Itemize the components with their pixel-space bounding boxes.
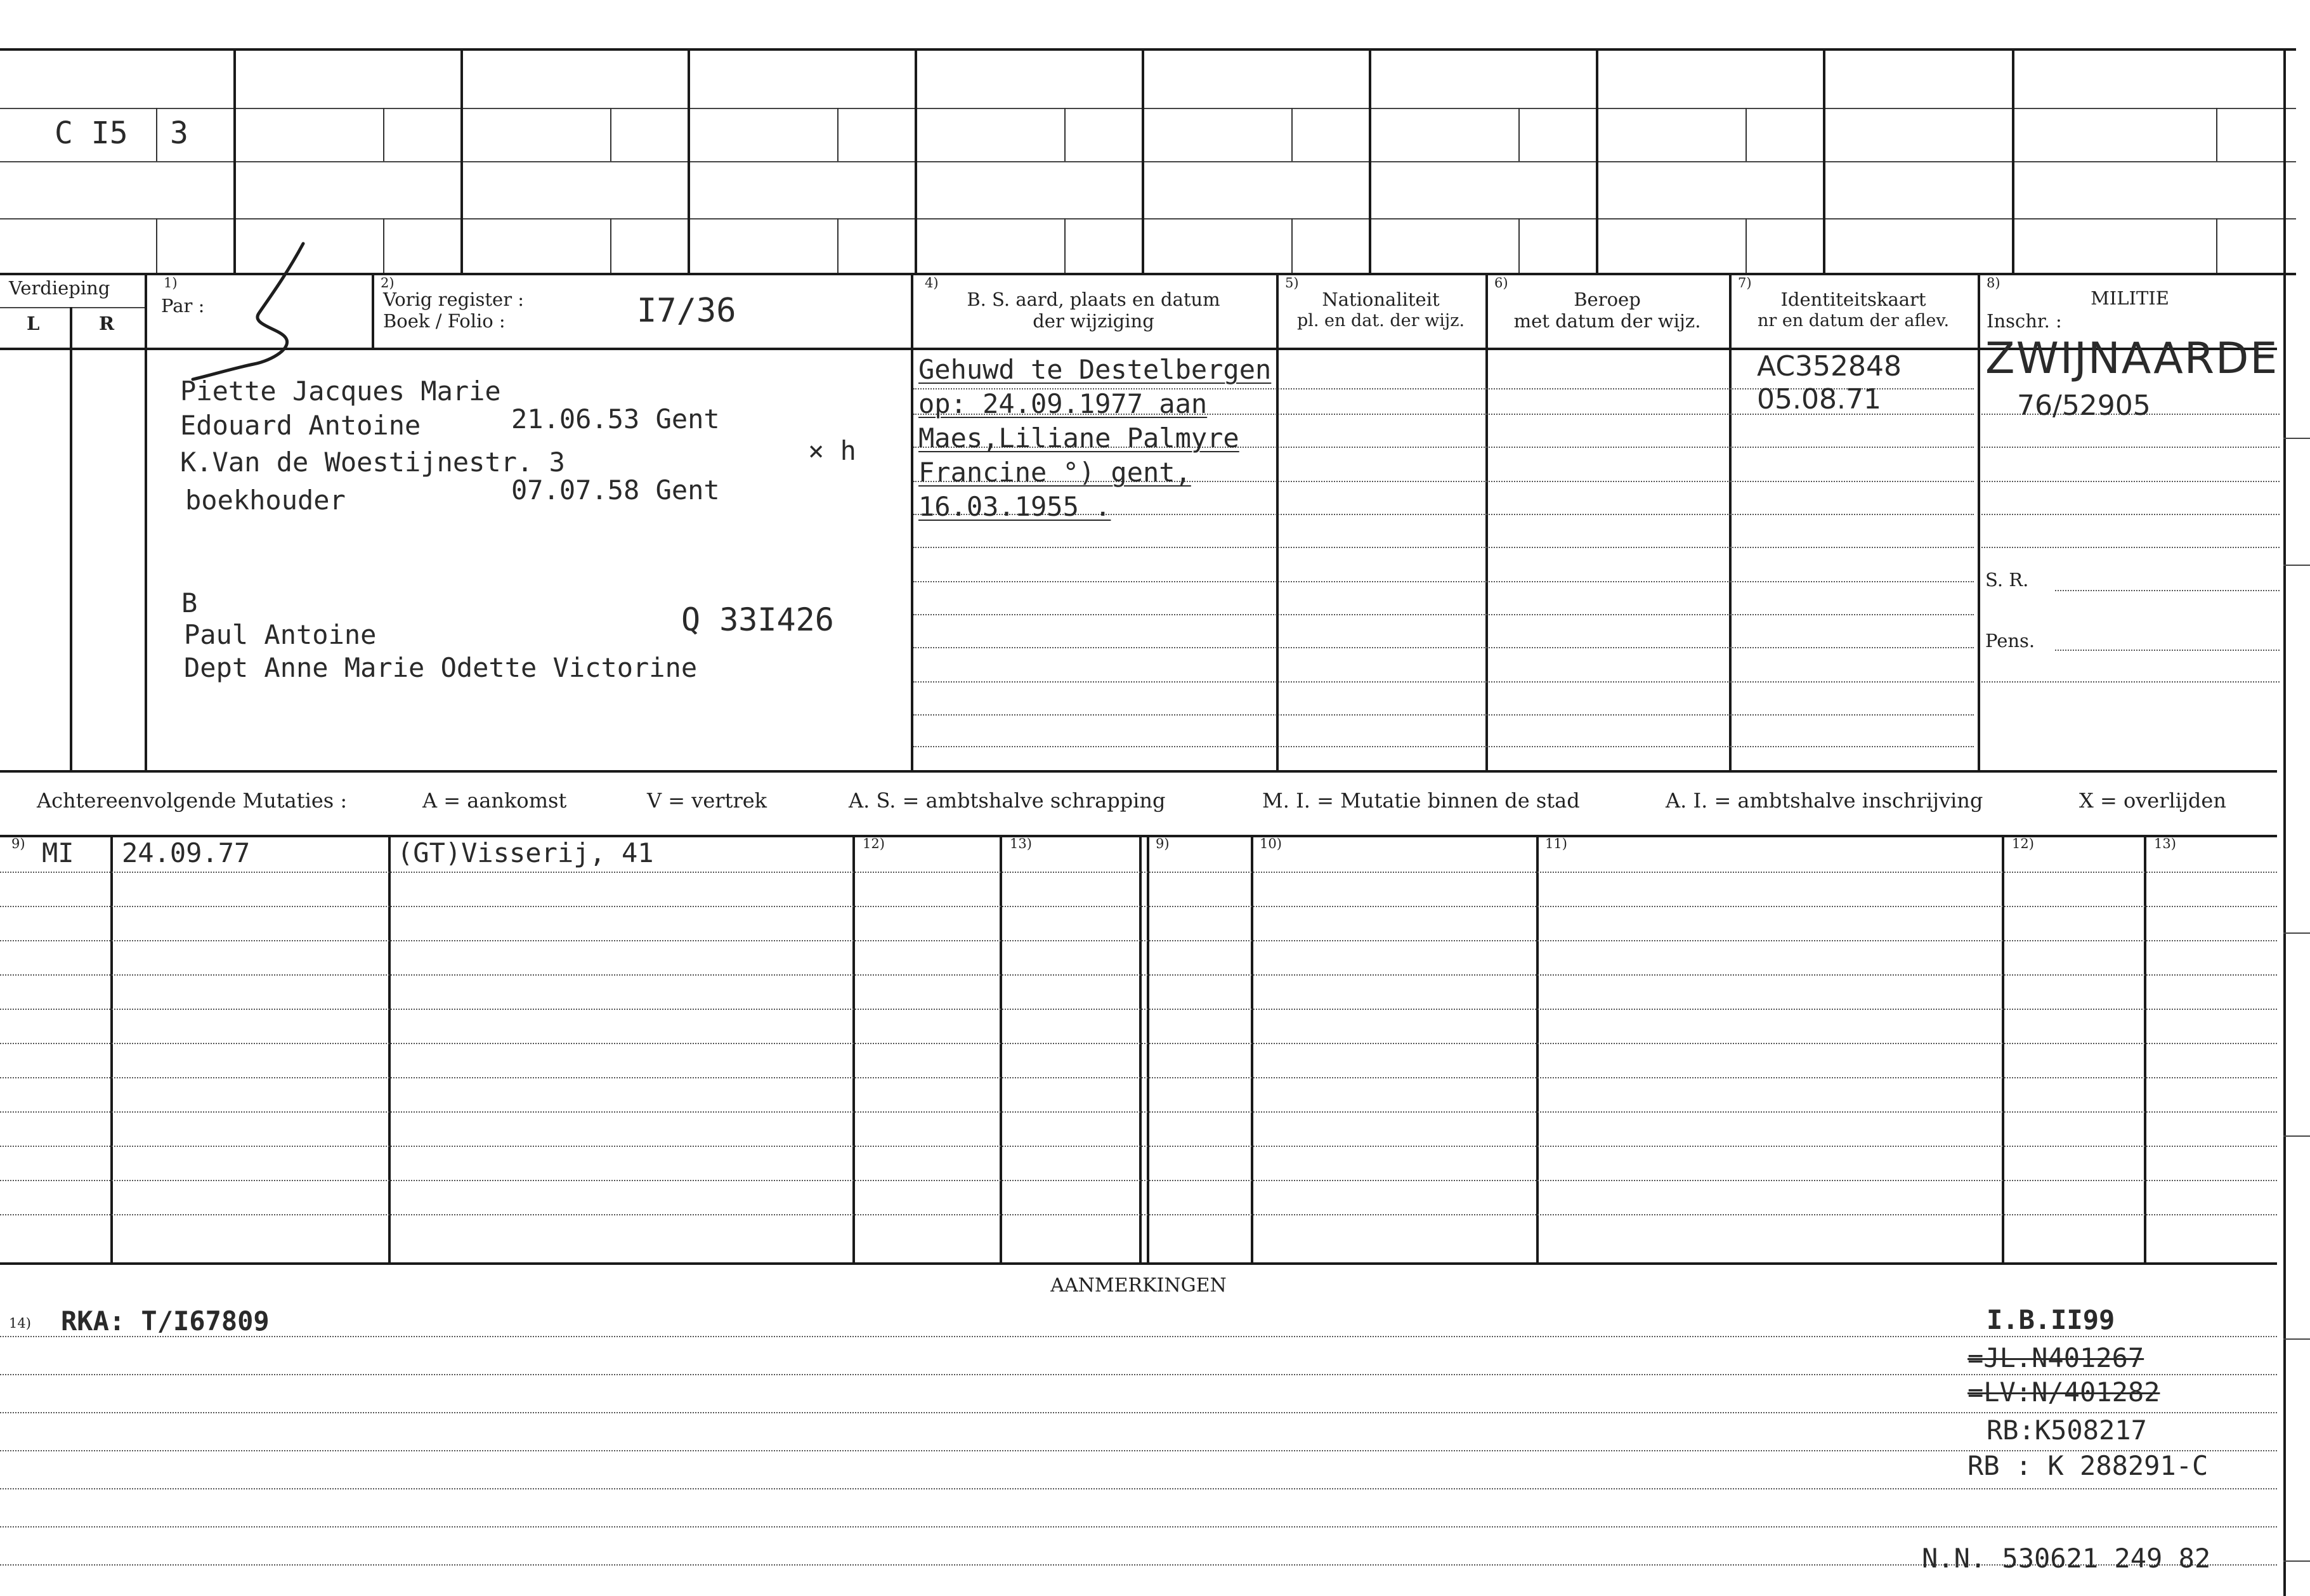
nationality-header-line1: Nationaliteit xyxy=(1322,289,1440,310)
second-date-place: 07.07.58 Gent xyxy=(511,474,720,506)
mutation-date: 24.09.77 xyxy=(122,837,251,868)
person-name-line2: Edouard Antoine xyxy=(180,410,421,441)
par-label: Par : xyxy=(161,295,205,317)
right-label: R xyxy=(99,313,115,334)
legend-death: X = overlijden xyxy=(2079,788,2226,813)
note-9: 9) xyxy=(11,836,25,851)
bs-header-line1: B. S. aard, plaats en datum xyxy=(967,289,1220,310)
profession-header-line2: met datum der wijz. xyxy=(1513,310,1701,332)
card-code: C I5 xyxy=(55,115,128,151)
rka-reference: RKA: T/I67809 xyxy=(61,1305,270,1337)
identity-header-line1: Identiteitskaart xyxy=(1780,289,1926,310)
identity-card-number: AC352848 xyxy=(1757,350,1902,383)
note-10: 10) xyxy=(1260,836,1282,851)
left-label: L xyxy=(27,313,40,334)
par-signature xyxy=(190,239,317,384)
legend-arrival: A = aankomst xyxy=(422,788,567,813)
pens-label: Pens. xyxy=(1985,630,2035,651)
identity-card-date: 05.08.71 xyxy=(1757,383,1881,415)
civil-status-line2: op: 24.09.1977 aan xyxy=(918,388,1208,419)
militie-place-stamp: ZWIJNAARDE xyxy=(1985,334,2279,384)
profession-header-line1: Beroep xyxy=(1574,289,1641,310)
legend-ex-officio-registration: A. I. = ambtshalve inschrijving xyxy=(1666,788,1983,813)
note-2: 2) xyxy=(381,275,395,291)
note-9b: 9) xyxy=(1156,836,1170,851)
militie-number: 76/52905 xyxy=(2017,389,2151,422)
rb-reference-1: RB:K508217 xyxy=(1987,1415,2147,1446)
note-14: 14) xyxy=(9,1316,31,1331)
ib-reference: I.B.II99 xyxy=(1987,1304,2115,1335)
address: K.Van de Woestijnestr. 3 xyxy=(180,447,565,478)
note-13: 13) xyxy=(1010,836,1032,851)
inschr-label: Inschr. : xyxy=(1987,310,2062,332)
remarks-title: AANMERKINGEN xyxy=(1050,1274,1227,1297)
rb-reference-2: RB : K 288291-C xyxy=(1967,1450,2209,1481)
boek-folio-label: Boek / Folio : xyxy=(383,310,506,332)
legend-title: Achtereenvolgende Mutaties : xyxy=(37,788,348,813)
civil-status-line3: Maes,Liliane Palmyre xyxy=(918,422,1239,454)
note-4: 4) xyxy=(925,275,939,291)
legend-ex-officio-removal: A. S. = ambtshalve schrapping xyxy=(849,788,1166,813)
vorig-register-label: Vorig register : xyxy=(383,289,525,310)
militie-header: MILITIE xyxy=(2091,287,2169,309)
note-11: 11) xyxy=(1545,836,1567,851)
card-code-sub: 3 xyxy=(170,115,188,151)
parents-label: B xyxy=(181,587,198,618)
mother-name: Dept Anne Marie Odette Victorine xyxy=(184,652,698,683)
note-5: 5) xyxy=(1285,275,1299,291)
national-number: N.N. 530621 249 82 xyxy=(1922,1543,2211,1574)
person-name-line1: Piette Jacques Marie xyxy=(180,376,501,407)
mutation-address: (GT)Visserij, 41 xyxy=(397,837,654,868)
q-number: Q 33I426 xyxy=(681,601,834,638)
legend-internal-move: M. I. = Mutatie binnen de stad xyxy=(1262,788,1580,813)
civil-status-line5: 16.03.1955 . xyxy=(918,491,1111,522)
handwritten-mark: × h xyxy=(808,435,856,466)
note-6: 6) xyxy=(1494,275,1508,291)
note-12b: 12) xyxy=(2012,836,2034,851)
father-name: Paul Antoine xyxy=(184,619,377,650)
mutation-type: MI xyxy=(42,837,74,868)
note-12: 12) xyxy=(863,836,885,851)
note-13b: 13) xyxy=(2154,836,2176,851)
note-8: 8) xyxy=(1987,275,2000,291)
struck-reference-2: =LV:N/401282 xyxy=(1967,1377,2160,1408)
civil-status-line1: Gehuwd te Destelbergen xyxy=(918,354,1272,385)
struck-reference-1: =JL.N401267 xyxy=(1967,1342,2144,1373)
legend-departure: V = vertrek xyxy=(647,788,767,813)
bs-header-line2: der wijziging xyxy=(1033,310,1154,332)
verdieping-label: Verdieping xyxy=(9,277,110,299)
note-1: 1) xyxy=(164,275,178,291)
sr-label: S. R. xyxy=(1985,569,2029,591)
nationality-header-line2: pl. en dat. der wijz. xyxy=(1296,311,1465,330)
note-7: 7) xyxy=(1738,275,1752,291)
profession: boekhouder xyxy=(185,485,346,516)
identity-header-line2: nr en datum der aflev. xyxy=(1757,311,1950,330)
civil-status-line4: Francine °) gent, xyxy=(918,457,1191,488)
birth-date-place: 21.06.53 Gent xyxy=(511,403,720,435)
register-value: I7/36 xyxy=(637,292,736,330)
